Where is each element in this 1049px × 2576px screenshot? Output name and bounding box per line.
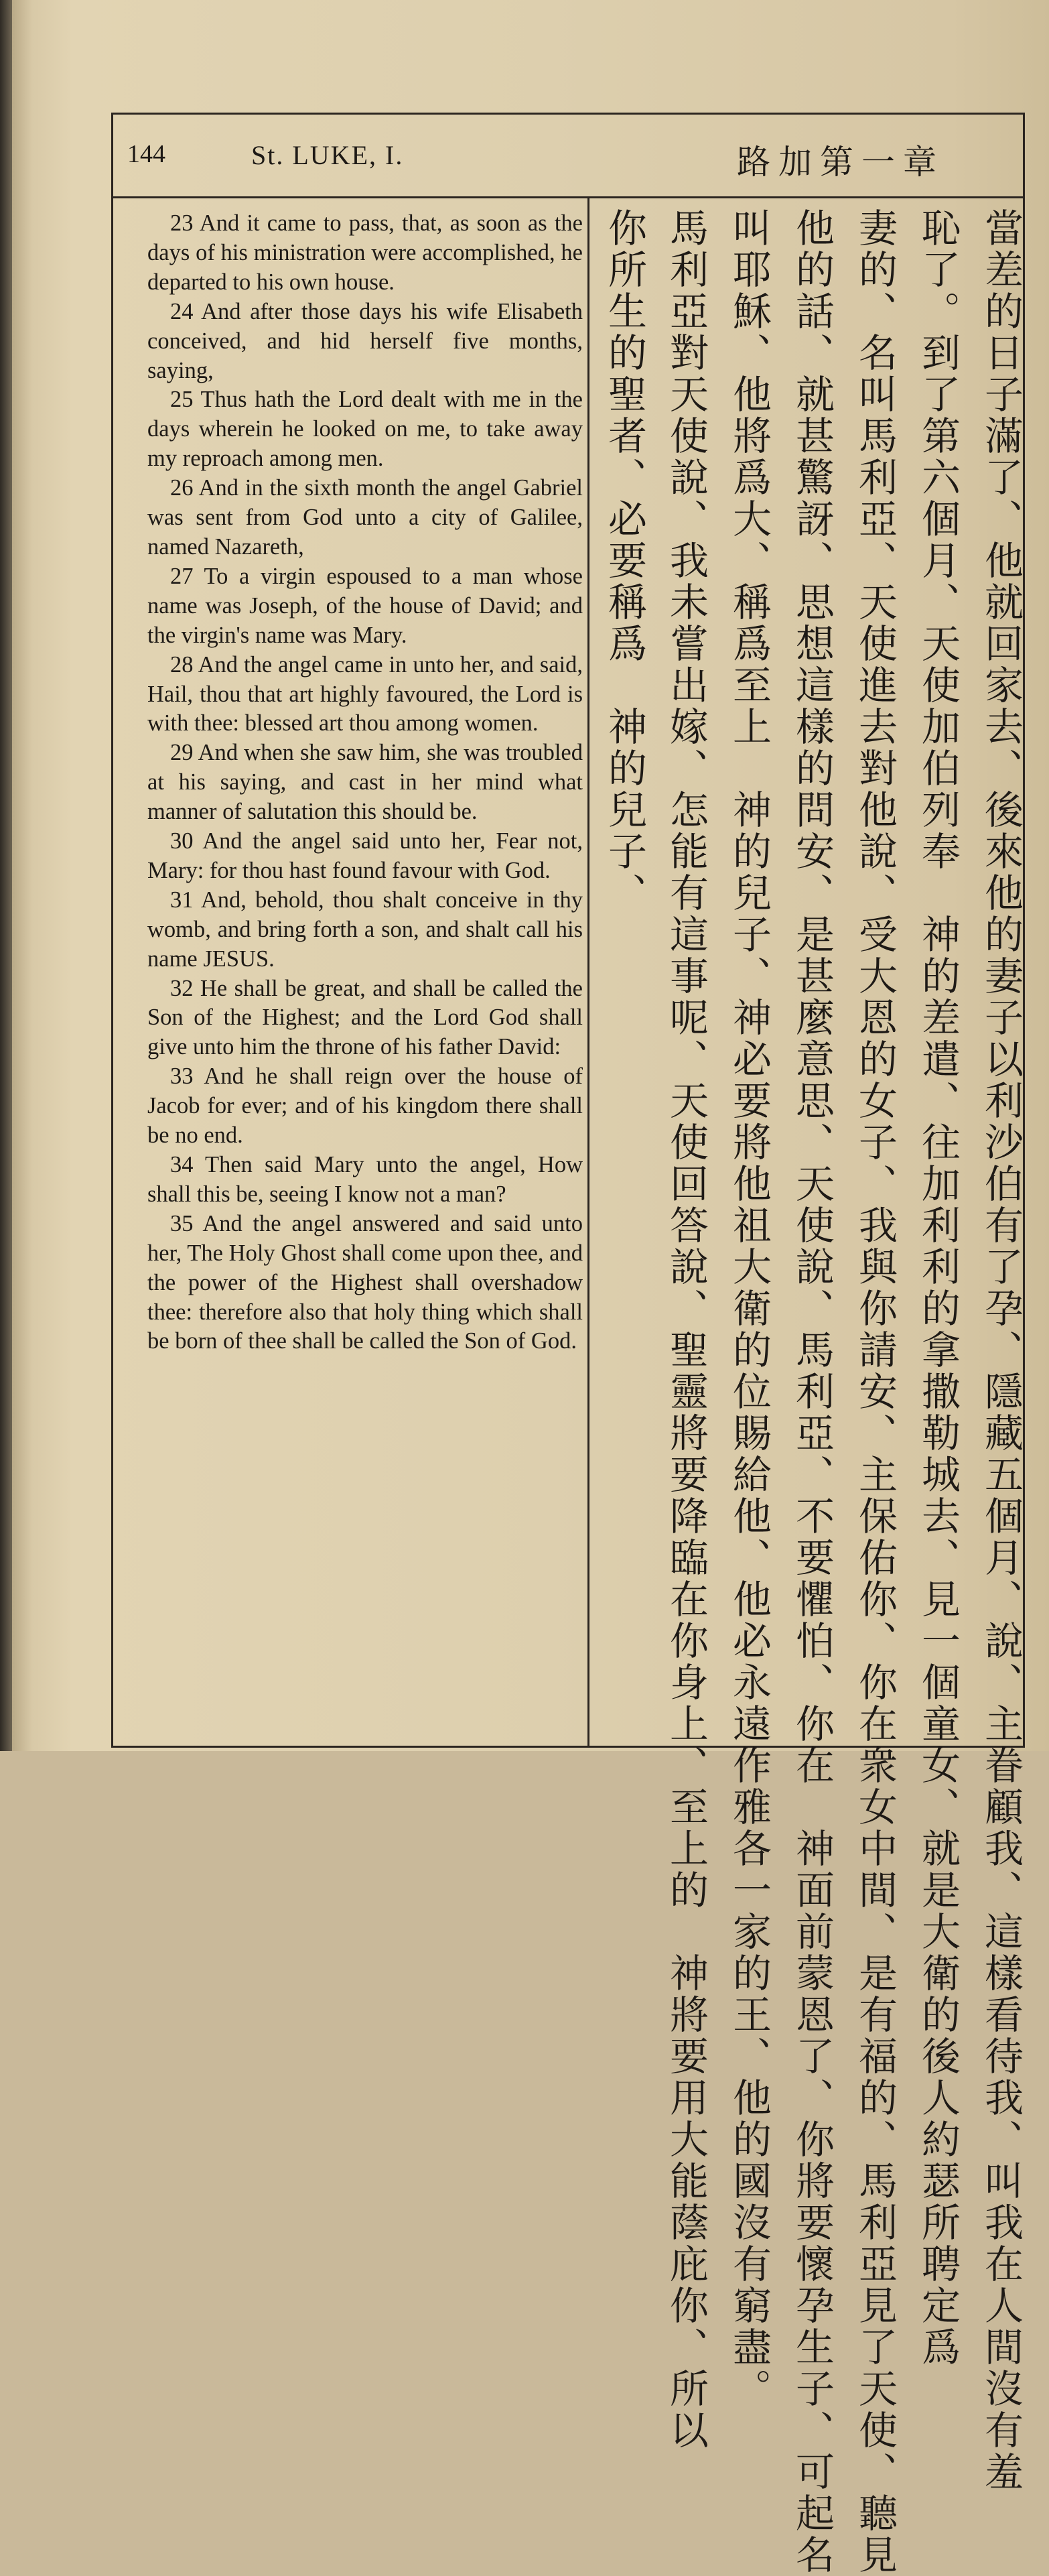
book-spine: [0, 0, 12, 1751]
verse-32: [147, 974, 583, 1063]
page-number: 144: [127, 140, 165, 168]
verse-text: And the angel came in unto her, and said, Hail, thou that art highly favoured, the Lord is with thee: blessed art thou among women.: [147, 651, 583, 736]
verse-text: And it came to pass, that, as soon as the days of his ministration were accomplished, he departed to his own house.: [147, 210, 583, 295]
column-divider: [587, 198, 589, 1748]
verse-text: And after those days his wife Elisabeth conceived, and hid herself five months, saying,: [147, 298, 583, 383]
verse-text: To a virgin espoused to a man whose name was Joseph, of the house of David; and the virgin's name was Mary.: [147, 563, 583, 648]
english-column: [147, 209, 583, 1356]
verse-number: 32: [170, 975, 194, 1001]
verse-number: 26: [170, 475, 194, 501]
verse-number: 25: [170, 387, 194, 413]
verse-30: [147, 827, 583, 886]
verse-text: And the angel answered and said unto her, The Holy Ghost shall come upon thee, and the power of the Highest shall overshadow thee: therefore also that holy thing which shall be born of thee shall be called the Son of God.: [147, 1210, 583, 1354]
verse-24: [147, 298, 583, 386]
running-head-chinese: 路加第一章: [737, 143, 945, 182]
verse-number: 31: [170, 887, 194, 913]
verse-text: Thus hath the Lord dealt with me in the days wherein he looked on me, to take away my reproach among men.: [147, 387, 583, 472]
chinese-line: 當差的日子滿了、他就回家去、後來他的妻子以利沙伯有了孕、隱藏五個月、說、主眷顧我、這樣看待我、叫我在人間沒有羞: [978, 208, 1024, 2493]
verse-number: 33: [170, 1064, 194, 1090]
verse-text: And the angel said unto her, Fear not, Mary: for thou hast found favour with God.: [147, 828, 583, 883]
verse-number: 23: [170, 210, 194, 236]
chinese-line: 你所生的聖者、必要稱爲 神的兒子、: [602, 208, 647, 914]
verse-number: 34: [170, 1152, 194, 1177]
verse-number: 27: [170, 563, 194, 589]
verse-text: He shall be great, and shall be called the Son of the Highest; and the Lord God shall give unto him the throne of his father David:: [147, 975, 583, 1060]
chinese-line: 叫耶穌、他將爲大、稱爲至上 神的兒子、神必要將他祖大衛的位賜給他、他必永遠作雅各一家的王、他的國沒有窮盡。: [726, 208, 772, 2410]
verse-text: And when she saw him, she was troubled at his saying, and cast in her mind what manner of salutation this should be.: [147, 740, 583, 825]
verse-34: [147, 1151, 583, 1210]
verse-35: [147, 1210, 583, 1357]
chinese-line: 妻的、名叫馬利亞、天使進去對他說、受大恩的女子、我與你請安、主保佑你、你在衆女中間、是有福的、馬利亞見了天使、聽見: [852, 208, 898, 2576]
chinese-line: 恥了。到了第六個月、天使加伯列奉 神的差遣、往加利利的拿撒勒城去、見一個童女、就是大衛的後人約瑟所聘定爲: [915, 208, 961, 2368]
verse-31: [147, 886, 583, 974]
verse-text: And in the sixth month the angel Gabriel was sent from God unto a city of Galilee, named Nazareth,: [147, 475, 583, 560]
verse-27: [147, 562, 583, 651]
verse-25: [147, 385, 583, 474]
chinese-column: [596, 208, 1025, 2576]
verse-number: 30: [170, 828, 194, 854]
chinese-line: 他的話、就甚驚訝、思想這樣的問安、是甚麼意思、天使說、馬利亞、不要懼怕、你在 神面前蒙恩了、你將要懷孕生子、可起名: [789, 208, 835, 2576]
verse-number: 29: [170, 740, 194, 766]
verse-28: [147, 651, 583, 739]
verse-number: 35: [170, 1210, 194, 1236]
verse-number: 28: [170, 651, 194, 678]
verse-33: [147, 1062, 583, 1151]
verse-text: Then said Mary unto the angel, How shall this be, seeing I know not a man?: [147, 1152, 583, 1207]
verse-29: [147, 738, 583, 827]
verse-text: And he shall reign over the house of Jacob for ever; and of his kingdom there shall be no end.: [147, 1064, 583, 1149]
running-head: St. LUKE, I.: [251, 140, 404, 170]
verse-23: [147, 209, 583, 298]
verse-text: And, behold, thou shalt conceive in thy womb, and bring forth a son, and shalt call his name JESUS.: [147, 887, 583, 972]
verse-number: 24: [170, 298, 194, 324]
verse-26: [147, 474, 583, 562]
chinese-line: 馬利亞對天使說、我未嘗出嫁、怎能有這事呢、天使回答說、聖靈將要降臨在你身上、至上的 神將要用大能蔭庇你、所以: [663, 208, 709, 2451]
